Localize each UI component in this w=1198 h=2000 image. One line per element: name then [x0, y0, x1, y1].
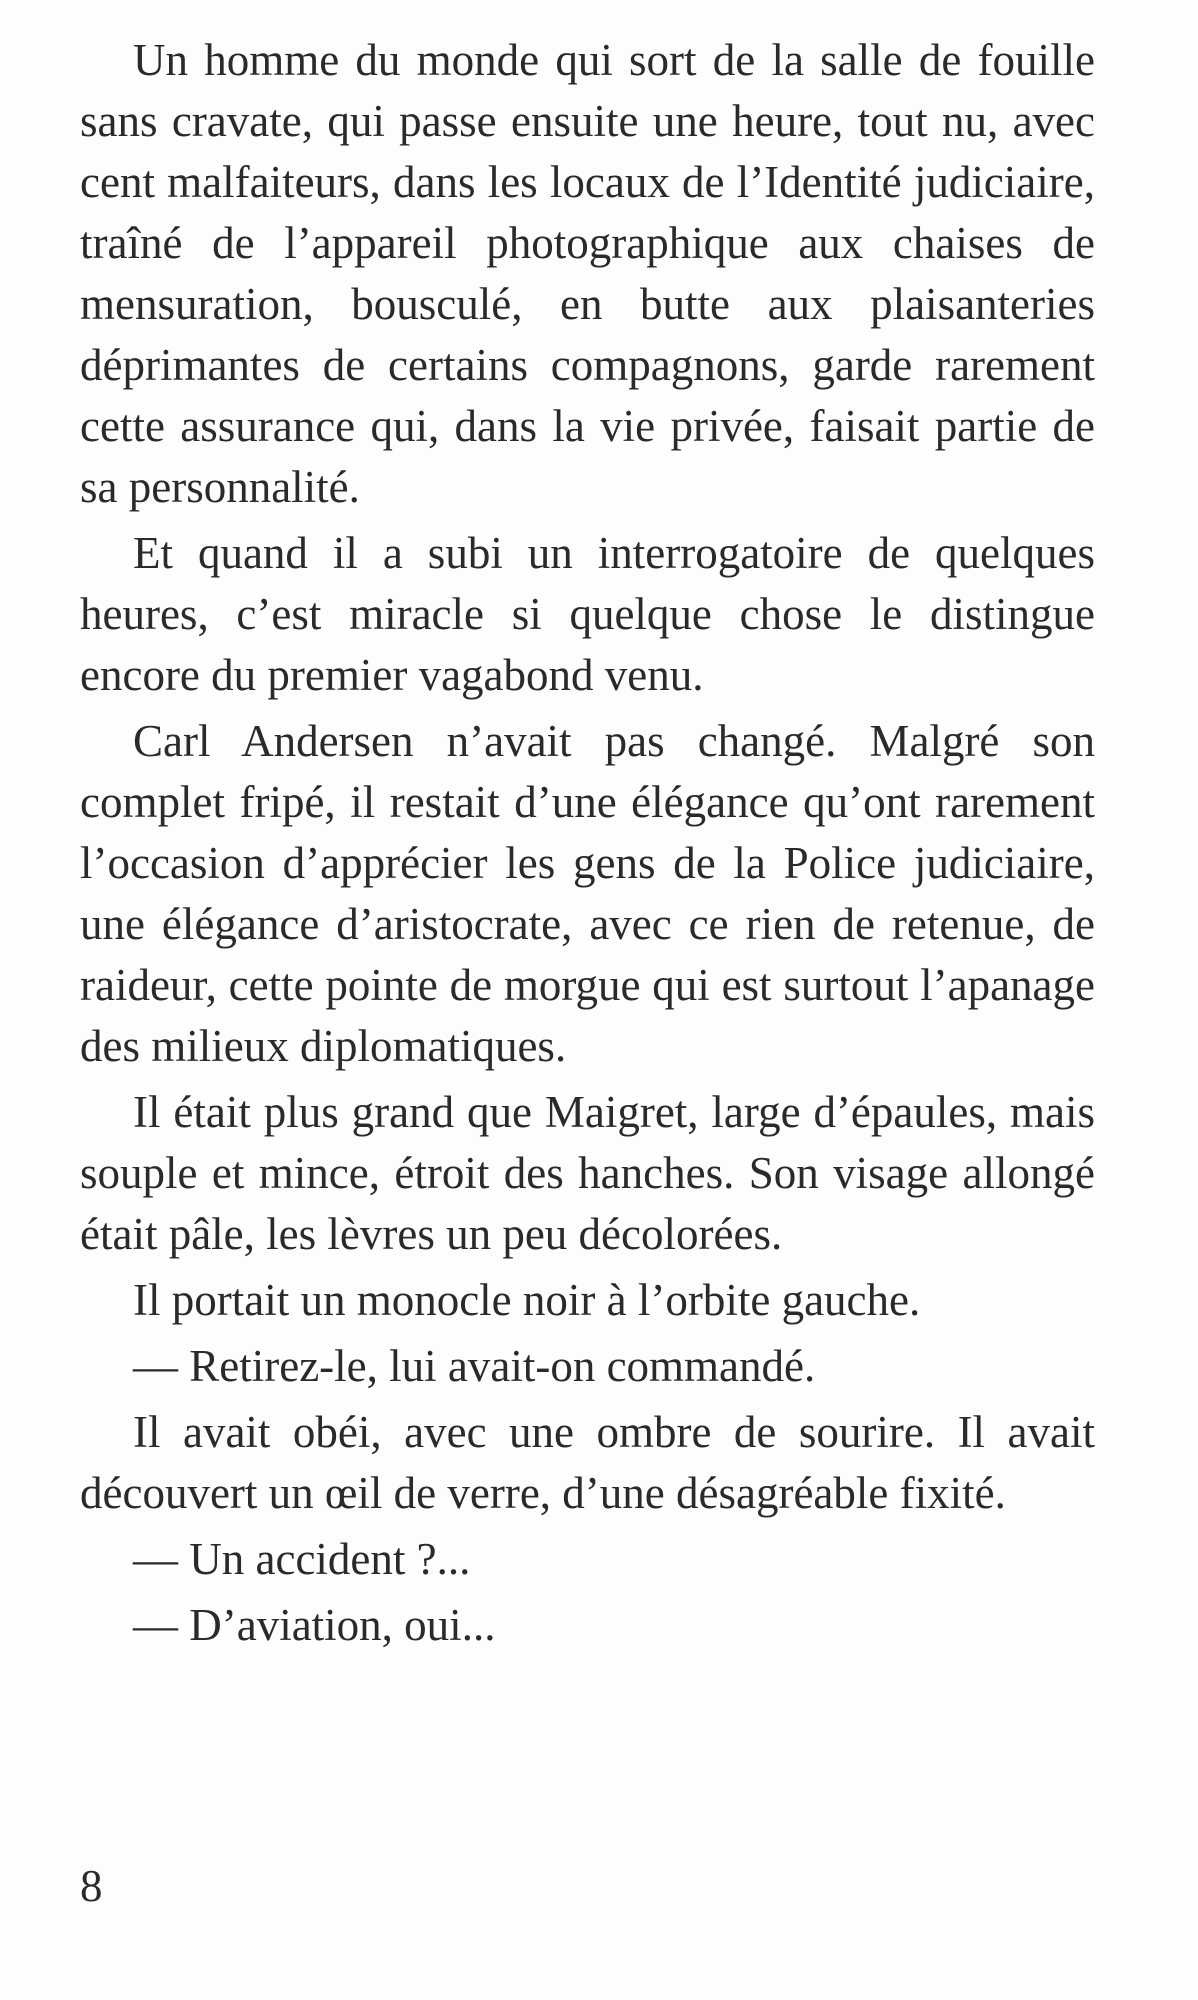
paragraph-4: Il était plus grand que Maigret, large d’épaules, mais souple et mince, étroit des hanches. Son visage allongé était pâle, les lèvres un peu décolorées.	[80, 1087, 1095, 1259]
body-text	[80, 30, 1095, 1661]
paragraph-2: Et quand il a subi un interrogatoire de quelques heures, c’est miracle si quelque chose le distingue encore du premier vagabond venu.	[80, 528, 1095, 700]
page-number: 8	[80, 1861, 103, 1911]
paragraph-6: Il avait obéi, avec une ombre de sourire. Il avait découvert un œil de verre, d’une désagréable fixité.	[80, 1407, 1095, 1518]
dialogue-line-2: — Un accident ?...	[133, 1534, 471, 1584]
dialogue-line-3: — D’aviation, oui...	[133, 1600, 496, 1650]
paragraph-3: Carl Andersen n’avait pas changé. Malgré son complet fripé, il restait d’une élégance qu’ont rarement l’occasion d’apprécier les gens de la Police judiciaire, une élégance d’aristocrate, avec ce rien de retenue, de raideur, cette pointe de morgue qui est surtout l’apanage des milieux diplomatiques.	[80, 716, 1095, 1071]
dialogue-line-1: — Retirez-le, lui avait-on commandé.	[133, 1341, 816, 1391]
paragraph-5: Il portait un monocle noir à l’orbite gauche.	[133, 1275, 921, 1325]
paragraph-1: Un homme du monde qui sort de la salle de fouille sans cravate, qui passe ensuite une heure, tout nu, avec cent malfaiteurs, dans les locaux de l’Identité judiciaire, traîné de l’appareil photographique aux chaises de mensuration, bousculé, en butte aux plaisanteries déprimantes de certains compagnons, garde rarement cette assurance qui, dans la vie privée, faisait partie de sa personnalité.	[80, 35, 1095, 512]
